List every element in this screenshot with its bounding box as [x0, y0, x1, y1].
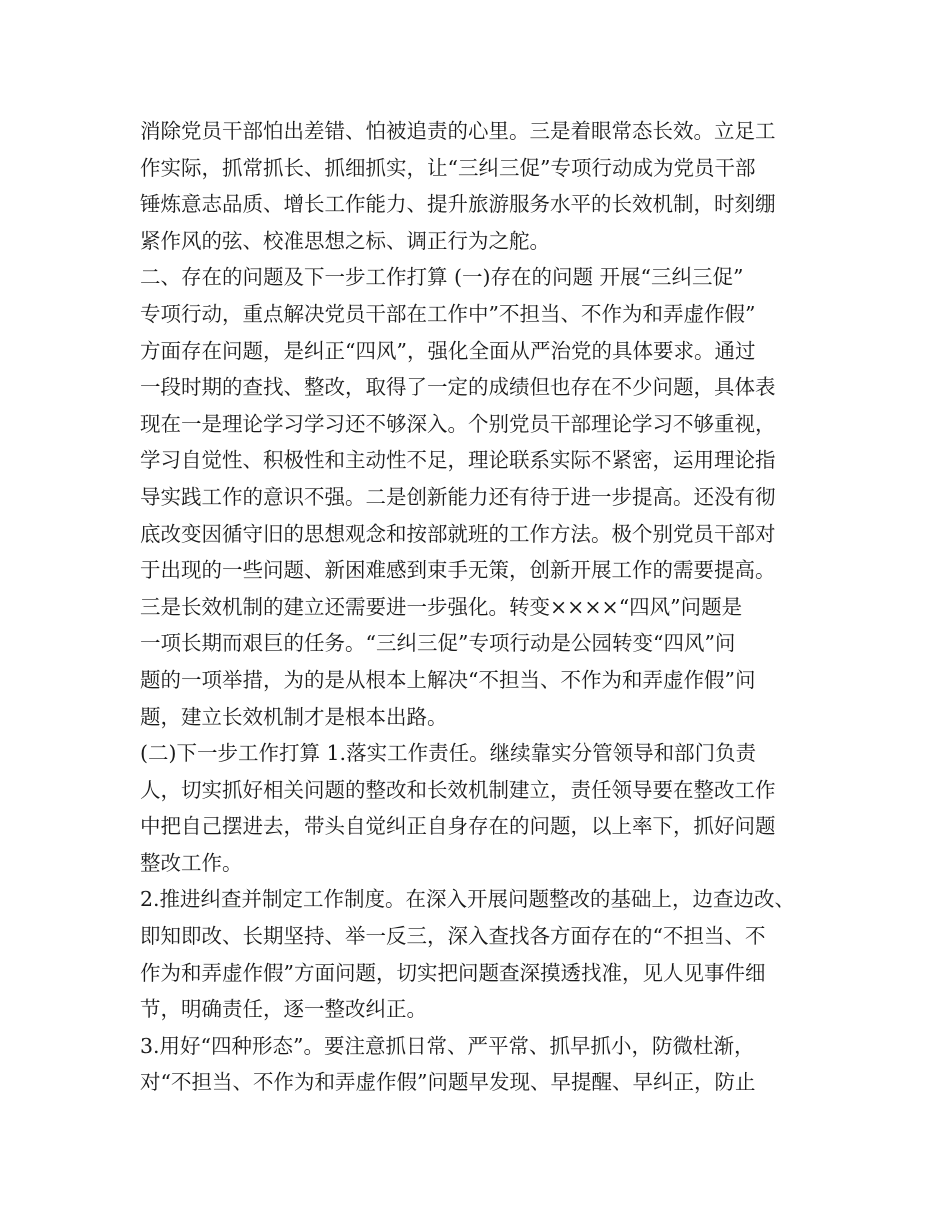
text-line: 现在一是理论学习学习还不够深入。个别党员干部理论学习不够重视，	[140, 411, 776, 436]
text-line: 3.用好“四种形态”。要注意抓日常、严平常、抓早抓小，防微杜渐，	[140, 1033, 755, 1058]
text-line: 锤炼意志品质、增长工作能力、提升旅游服务水平的长效机制，时刻绷	[140, 192, 776, 217]
text-line: 三是长效机制的建立还需要进一步强化。转变××××“四风”问题是	[140, 594, 743, 619]
text-line: 2.推进纠查并制定工作制度。在深入开展问题整改的基础上，边查边改、	[140, 887, 796, 912]
text-line: 二、存在的问题及下一步工作打算 (一)存在的问题 开展“三纠三促”	[140, 265, 744, 290]
text-line: 题的一项举措，为的是从根本上解决“不担当、不作为和弄虚作假”问	[140, 667, 756, 692]
text-line: 导实践工作的意识不强。二是创新能力还有待于进一步提高。还没有彻	[140, 484, 776, 509]
text-line: 一项长期而艰巨的任务。“三纠三促”专项行动是公园转变“四风”问	[140, 631, 736, 656]
text-line: 底改变因循守旧的思想观念和按部就班的工作方法。极个别党员干部对	[140, 521, 776, 546]
text-line: 方面存在问题，是纠正“四风”，强化全面从严治党的具体要求。通过	[140, 338, 756, 363]
text-line: 整改工作。	[140, 850, 243, 875]
text-line: 作为和弄虚作假”方面问题，切实把问题查深摸透找准，见人见事件细	[140, 960, 766, 985]
text-line: 消除党员干部怕出差错、怕被追责的心里。三是着眼常态长效。立足工	[140, 119, 776, 143]
text-line: 学习自觉性、积极性和主动性不足，理论联系实际不紧密，运用理论指	[140, 448, 776, 473]
document-body	[140, 113, 830, 1101]
text-line: 对“不担当、不作为和弄虚作假”问题早发现、早提醒、早纠正，防止	[140, 1070, 756, 1095]
text-line: 题，建立长效机制才是根本出路。	[140, 704, 448, 729]
text-line: 人，切实抓好相关问题的整改和长效机制建立，责任领导要在整改工作	[140, 777, 776, 802]
text-line: 紧作风的弦、校准思想之标、调正行为之舵。	[140, 228, 550, 253]
text-line: 作实际，抓常抓长、抓细抓实，让“三纠三促”专项行动成为党员干部	[140, 155, 756, 180]
text-line: (二)下一步工作打算 1.落实工作责任。继续靠实分管领导和部门负责	[140, 741, 757, 766]
text-line: 专项行动，重点解决党员干部在工作中”不担当、不作为和弄虚作假”	[140, 301, 756, 326]
text-line: 一段时期的查找、整改，取得了一定的成绩但也存在不少问题，具体表	[140, 375, 776, 400]
text-line: 中把自己摆进去，带头自觉纠正自身存在的问题，以上率下，抓好问题	[140, 814, 776, 839]
text-line: 于出现的一些问题、新困难感到束手无策，创新开展工作的需要提高。	[140, 558, 776, 583]
text-line: 节，明确责任，逐一整改纠正。	[140, 997, 427, 1022]
text-line: 即知即改、长期坚持、举一反三，深入查找各方面存在的“不担当、不	[140, 924, 766, 949]
